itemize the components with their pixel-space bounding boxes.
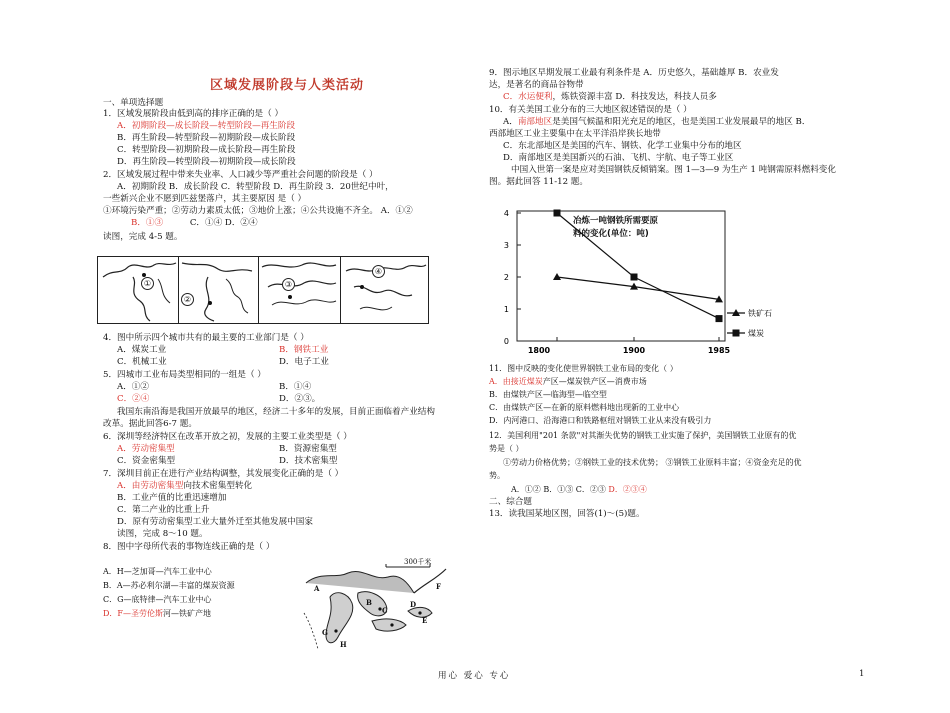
q5-option-a[interactable]: A．①② [117, 382, 149, 392]
q8-option-a[interactable]: A．H—芝加哥—汽车工业中心 [103, 567, 212, 576]
map-letter-f: F [436, 582, 441, 591]
map-scale-label: 300千米 [404, 558, 432, 566]
section-heading-2: 二、综合题 [489, 497, 532, 507]
q9-option-c-d[interactable]: C．水运便利，炼铁资源丰富 D．科技发达，科技人员多 [503, 92, 717, 102]
q4-option-d[interactable]: D．电子工业 [279, 357, 329, 367]
q13-stem: 13．读我国某地区图，回答(1)～(5)题。 [489, 509, 645, 519]
x-tick-label: 1985 [707, 346, 731, 355]
steel-raw-material-chart [495, 203, 785, 361]
great-lakes-map [296, 553, 452, 655]
great-lakes-drawing [296, 553, 452, 655]
q9-stem: 9．图示地区早期发展工业最有利条件是 A．历史悠久，基础雄厚 B．农业发 [489, 68, 779, 78]
map-letter-a: A [314, 584, 320, 593]
q10-option-c[interactable]: C．东北部地区是美国的汽车、钢铁、化学工业集中分布的地区 [503, 141, 742, 151]
map-letter-e: E [422, 616, 428, 625]
map-label-4: ④ [372, 265, 385, 278]
q2-stem: 2．区域发展过程中带来失业率、人口减少等严重社会问题的阶段是（ ） [103, 170, 378, 180]
coastline-1 [98, 257, 178, 323]
point-coal [554, 210, 561, 217]
q1-stem: 1．区域发展阶段由低到高的排序正确的是（ ） [103, 109, 284, 119]
chart-title-line1: 冶炼一吨钢铁所需要原 [573, 216, 659, 226]
intro-1112-line1: 中国入世第一案是应对美国钢铁反倾销案。图 1—3—9 为生产 1 吨钢需原料燃料变化 [511, 165, 836, 175]
map-letter-d: D [410, 600, 417, 609]
q6-stem: 6．深圳等经济特区在改革开放之初，发展的主要工业类型是（ ） [103, 432, 352, 442]
q7-option-b[interactable]: B．工业产值的比重迅速增加 [117, 493, 227, 503]
q10-option-b[interactable]: 西部地区工业主要集中在太平洋沿岸狭长地带 [489, 129, 661, 139]
q7-option-c[interactable]: C．第二产业的比重上升 [117, 505, 210, 515]
q1-option-d[interactable]: D．再生阶段—转型阶段—初期阶段—成长阶段 [117, 157, 296, 167]
y-tick-label: 0 [503, 337, 509, 346]
q7-stem: 7．深圳目前正在进行产业结构调整，其发展变化正确的是（ ） [103, 469, 344, 479]
q12-stem: 12．美国利用"201 条款"对其渐失优势的钢铁工业实施了保护，美国钢铁工业原有的优 [489, 431, 797, 440]
q6-option-b[interactable]: B．资源密集型 [279, 444, 337, 454]
map-letter-b: B [366, 598, 372, 607]
intro-67-line2: 改革。据此回答6-7 题。 [103, 419, 197, 429]
q10-option-a[interactable]: A．南部地区是美国气候温和阳光充足的地区，也是美国工业发展最早的地区 B． [503, 117, 811, 127]
coastline-4 [340, 257, 428, 323]
map-label-1: ① [141, 277, 154, 290]
q12-line2: 势是（ ） [489, 444, 524, 453]
q4-read-instruction: 读图，完成 4-5 题。 [103, 232, 183, 242]
q8-option-c[interactable]: C．G—底特律—汽车工业中心 [103, 595, 212, 604]
q1-option-b[interactable]: B．再生阶段—转型阶段—初期阶段—成长阶段 [117, 133, 296, 143]
legend-label: 煤炭 [748, 329, 764, 338]
q9-line2: 达，是著名的商品谷物带 [489, 80, 584, 90]
q5-option-b[interactable]: B．①④ [279, 382, 312, 392]
q3-options-cd[interactable]: C．①④ D．②④ [189, 218, 258, 228]
q10-option-d[interactable]: D．南部地区是美国新兴的石油、飞机、宇航、电子等工业区 [503, 153, 734, 163]
q12-option-d[interactable]: D．②③④ [608, 485, 647, 494]
q11-option-b[interactable]: B．由煤铁产区—临海型—临空型 [489, 390, 607, 399]
q8-stem: 8．图中字母所代表的事物连线正确的是（ ） [103, 542, 275, 552]
map-panel-2 [178, 257, 259, 323]
q4-option-a[interactable]: A．煤炭工业 [117, 345, 167, 355]
q12-line4: 势。 [489, 471, 505, 480]
q3-line3: ①环境污染严重；②劳动力素质太低；③地价上涨；④公共设施不齐全。 A．①② [103, 206, 413, 216]
q6-option-c[interactable]: C．资金密集型 [117, 456, 176, 466]
q1-option-a[interactable]: A．初期阶段—成长阶段—转型阶段—再生阶段 [117, 121, 296, 131]
q4-option-c[interactable]: C．机械工业 [117, 357, 167, 367]
page-title: 区域发展阶段与人类活动 [210, 78, 365, 93]
q8-option-d[interactable]: D．F—圣劳伦斯河—铁矿产地 [103, 609, 211, 618]
legend-marker-square [733, 330, 740, 337]
page-footer: 用心 爱心 专心 [438, 671, 511, 681]
four-city-maps [97, 256, 429, 324]
q10-stem: 10．有关美国工业分布的三大地区叙述错误的是（ ） [489, 105, 692, 115]
q2-options: A．初期阶段 B．成长阶段 C．转型阶段 D．再生阶段 3．20世纪中叶， [117, 182, 394, 192]
map-label-2: ② [181, 293, 194, 306]
point-coal [631, 274, 638, 281]
map-panel-1 [98, 257, 179, 323]
coastline-3 [258, 257, 340, 323]
q1-option-c[interactable]: C．转型阶段—初期阶段—成长阶段—再生阶段 [117, 145, 296, 155]
q4-option-b[interactable]: B．钢铁工业 [279, 345, 329, 355]
q11-option-d[interactable]: D．内河港口、沿海港口和铁路枢纽对钢铁工业从来没有吸引力 [489, 416, 712, 425]
map-panel-4 [340, 257, 428, 323]
q8-option-b[interactable]: B．A—苏必利尔湖—丰富的煤炭资源 [103, 581, 235, 590]
map-letter-c: C [382, 606, 388, 615]
y-tick-label: 3 [503, 241, 509, 250]
map-label-3: ③ [282, 278, 295, 291]
y-tick-label: 4 [503, 209, 509, 218]
point-coal [716, 315, 723, 322]
map-letter-g: G [322, 628, 328, 637]
q11-stem: 11．图中反映的变化使世界钢铁工业布局的变化（ ） [489, 364, 678, 373]
intro-67-line1: 我国东南沿海是我国开放最早的地区，经济二十多年的发展，目前正面临着产业结构 [117, 407, 435, 417]
q12-options[interactable]: A．①② B．①③ C．②③ D．②③④ [511, 485, 647, 494]
q4-stem: 4．图中所示四个城市共有的最主要的工业部门是（ ） [103, 333, 309, 343]
coastline-2 [178, 257, 258, 323]
q5-option-d[interactable]: D．②③。 [279, 394, 321, 404]
q3-option-b[interactable]: B．①③ [131, 218, 164, 228]
x-tick-label: 1900 [622, 346, 646, 355]
map-panel-3 [258, 257, 341, 323]
q5-stem: 5．四城市工业布局类型相同的一组是（ ） [103, 370, 266, 380]
intro-1112-line2: 图。据此回答 11-12 题。 [489, 177, 588, 187]
chart-title-line2: 料的变化(单位：吨) [573, 229, 649, 239]
q12-line3: ①劳动力价格优势；②钢铁工业的技术优势； ③钢铁工业原料丰富；④资金充足的优 [503, 458, 802, 467]
q3-line4 [131, 218, 258, 229]
q7-option-a[interactable]: A．由劳动密集型向技术密集型转化 [117, 481, 253, 491]
q3-line2: 一些新兴企业不愿到匹兹堡落户，其主要原因 是（ ） [103, 194, 307, 204]
q7-option-d[interactable]: D．原有劳动密集型工业大量外迁至其他发展中国家 [117, 517, 313, 527]
y-tick-label: 1 [503, 305, 509, 314]
y-tick-label: 2 [503, 273, 509, 282]
legend-label: 铁矿石 [748, 309, 772, 318]
q11-option-c[interactable]: C．由煤铁产区—在新的原料燃料地出现新的工业中心 [489, 403, 680, 412]
map-letter-h: H [340, 640, 347, 649]
q8-read-instruction: 读图，完成 8～10 题。 [117, 529, 208, 539]
q6-option-a[interactable]: A．劳动密集型 [117, 444, 175, 454]
page-number: 1 [859, 669, 865, 679]
q11-option-a[interactable]: A．由接近煤炭产区—煤炭铁产区—消费市场 [489, 377, 647, 386]
q6-option-d[interactable]: D．技术密集型 [279, 456, 338, 466]
x-tick-label: 1800 [527, 346, 551, 355]
q5-option-c[interactable]: C．②④ [117, 394, 150, 404]
section-heading-1: 一、单项选择题 [103, 98, 164, 108]
